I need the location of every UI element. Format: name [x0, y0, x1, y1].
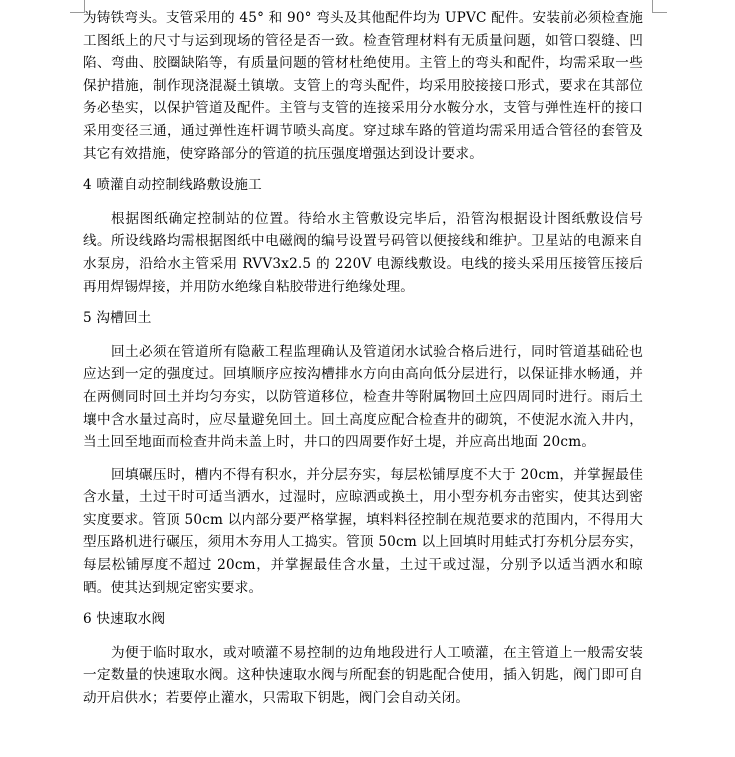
section-heading-6: 6 快速取水阀: [83, 611, 166, 628]
paragraph-backfill: 回土必须在管道所有隐蔽工程监理确认及管道闭水试验合格后进行，同时管道基础砼也应达到一定的强度过。回填顺序应按沟槽排水方向由高向低分层进行，以保证排水畅通，并在两侧同时回土并均匀夯实，以防管道移位，检查井等附属物回土应四周同时进行。雨后土壤中含水量过高时，应尽量避免回土。回土高度应配合检查井的砌筑，不使泥水流入井内，当土回至地面而检查井尚未盖上时，井口的四周要作好土堤，并应高出地面 20cm。: [83, 343, 643, 451]
paragraph-control-wiring: 根据图纸确定控制站的位置。待给水主管敷设完毕后，沿管沟根据设计图纸敷设信号线。所设线路均需根据图纸中电磁阀的编号设置号码管以便接线和维护。卫星站的电源来自水泵房，沿给水主管采用 RVV3x2.5 的 220V 电源线敷设。电线的接头采用压接管压接后再用焊锡焊接，并用防水绝缘自粘胶带进行绝缘处理。: [83, 210, 643, 295]
document-body: [83, 7, 643, 710]
section-heading-4: 4 喷灌自动控制线路敷设施工: [83, 177, 262, 194]
page-corner-mark-right: [652, 0, 667, 13]
paragraph-compaction: 回填碾压时，槽内不得有积水，并分层夯实，每层松铺厚度不大于 20cm，并掌握最佳含水量，土过干时可适当洒水，过湿时，应晾洒或换土，用小型夯机夯击密实，使其达到密实度要求。管顶 50cm 以内部分要严格掌握，填料料径控制在规范要求的范围内，不得用大型压路机进行碾压，须用木夯用人工捣实。管顶 50cm 以上回填时用蛙式打夯机分层夯实，每层松铺厚度不超过 20cm，并掌握最佳含水量，土过干或过湿，分别予以适当洒水和晾晒。使其达到规定密实要求。: [83, 466, 643, 596]
paragraph-pipe-fittings: 为铸铁弯头。支管采用的 45° 和 90° 弯头及其他配件均为 UPVC 配件。安装前必须检查施工图纸上的尺寸与运到现场的管径是否一致。检查管理材料有无质量问题，如管口裂缝、凹陷、弯曲、胶圈缺陷等，有质量问题的管材杜绝使用。主管上的弯头和配件，均需采取一些保护措施，制作现浇混凝土镇墩。支管上的弯头配件，均采用胶接接口形式，要求在其部位务必垫实，以保护管道及配件。主管与支管的连接采用分水鞍分水，支管与弹性连杆的接口采用变径三通，通过弹性连杆调节喷头高度。穿过球车路的管道均需采用适合管径的套管及其它有效措施，使穿路部分的管道的抗压强度增强达到设计要求。: [83, 10, 643, 162]
paragraph-quick-valve: 为便于临时取水，或对喷灌不易控制的边角地段进行人工喷灌，在主管道上一般需安装一定数量的快速取水阀。这种快速取水阀与所配套的钥匙配合使用，插入钥匙，阀门即可自动开启供水；若要停止灌水，只需取下钥匙，阀门会自动关闭。: [83, 644, 643, 707]
section-heading-5: 5 沟槽回土: [83, 310, 152, 327]
